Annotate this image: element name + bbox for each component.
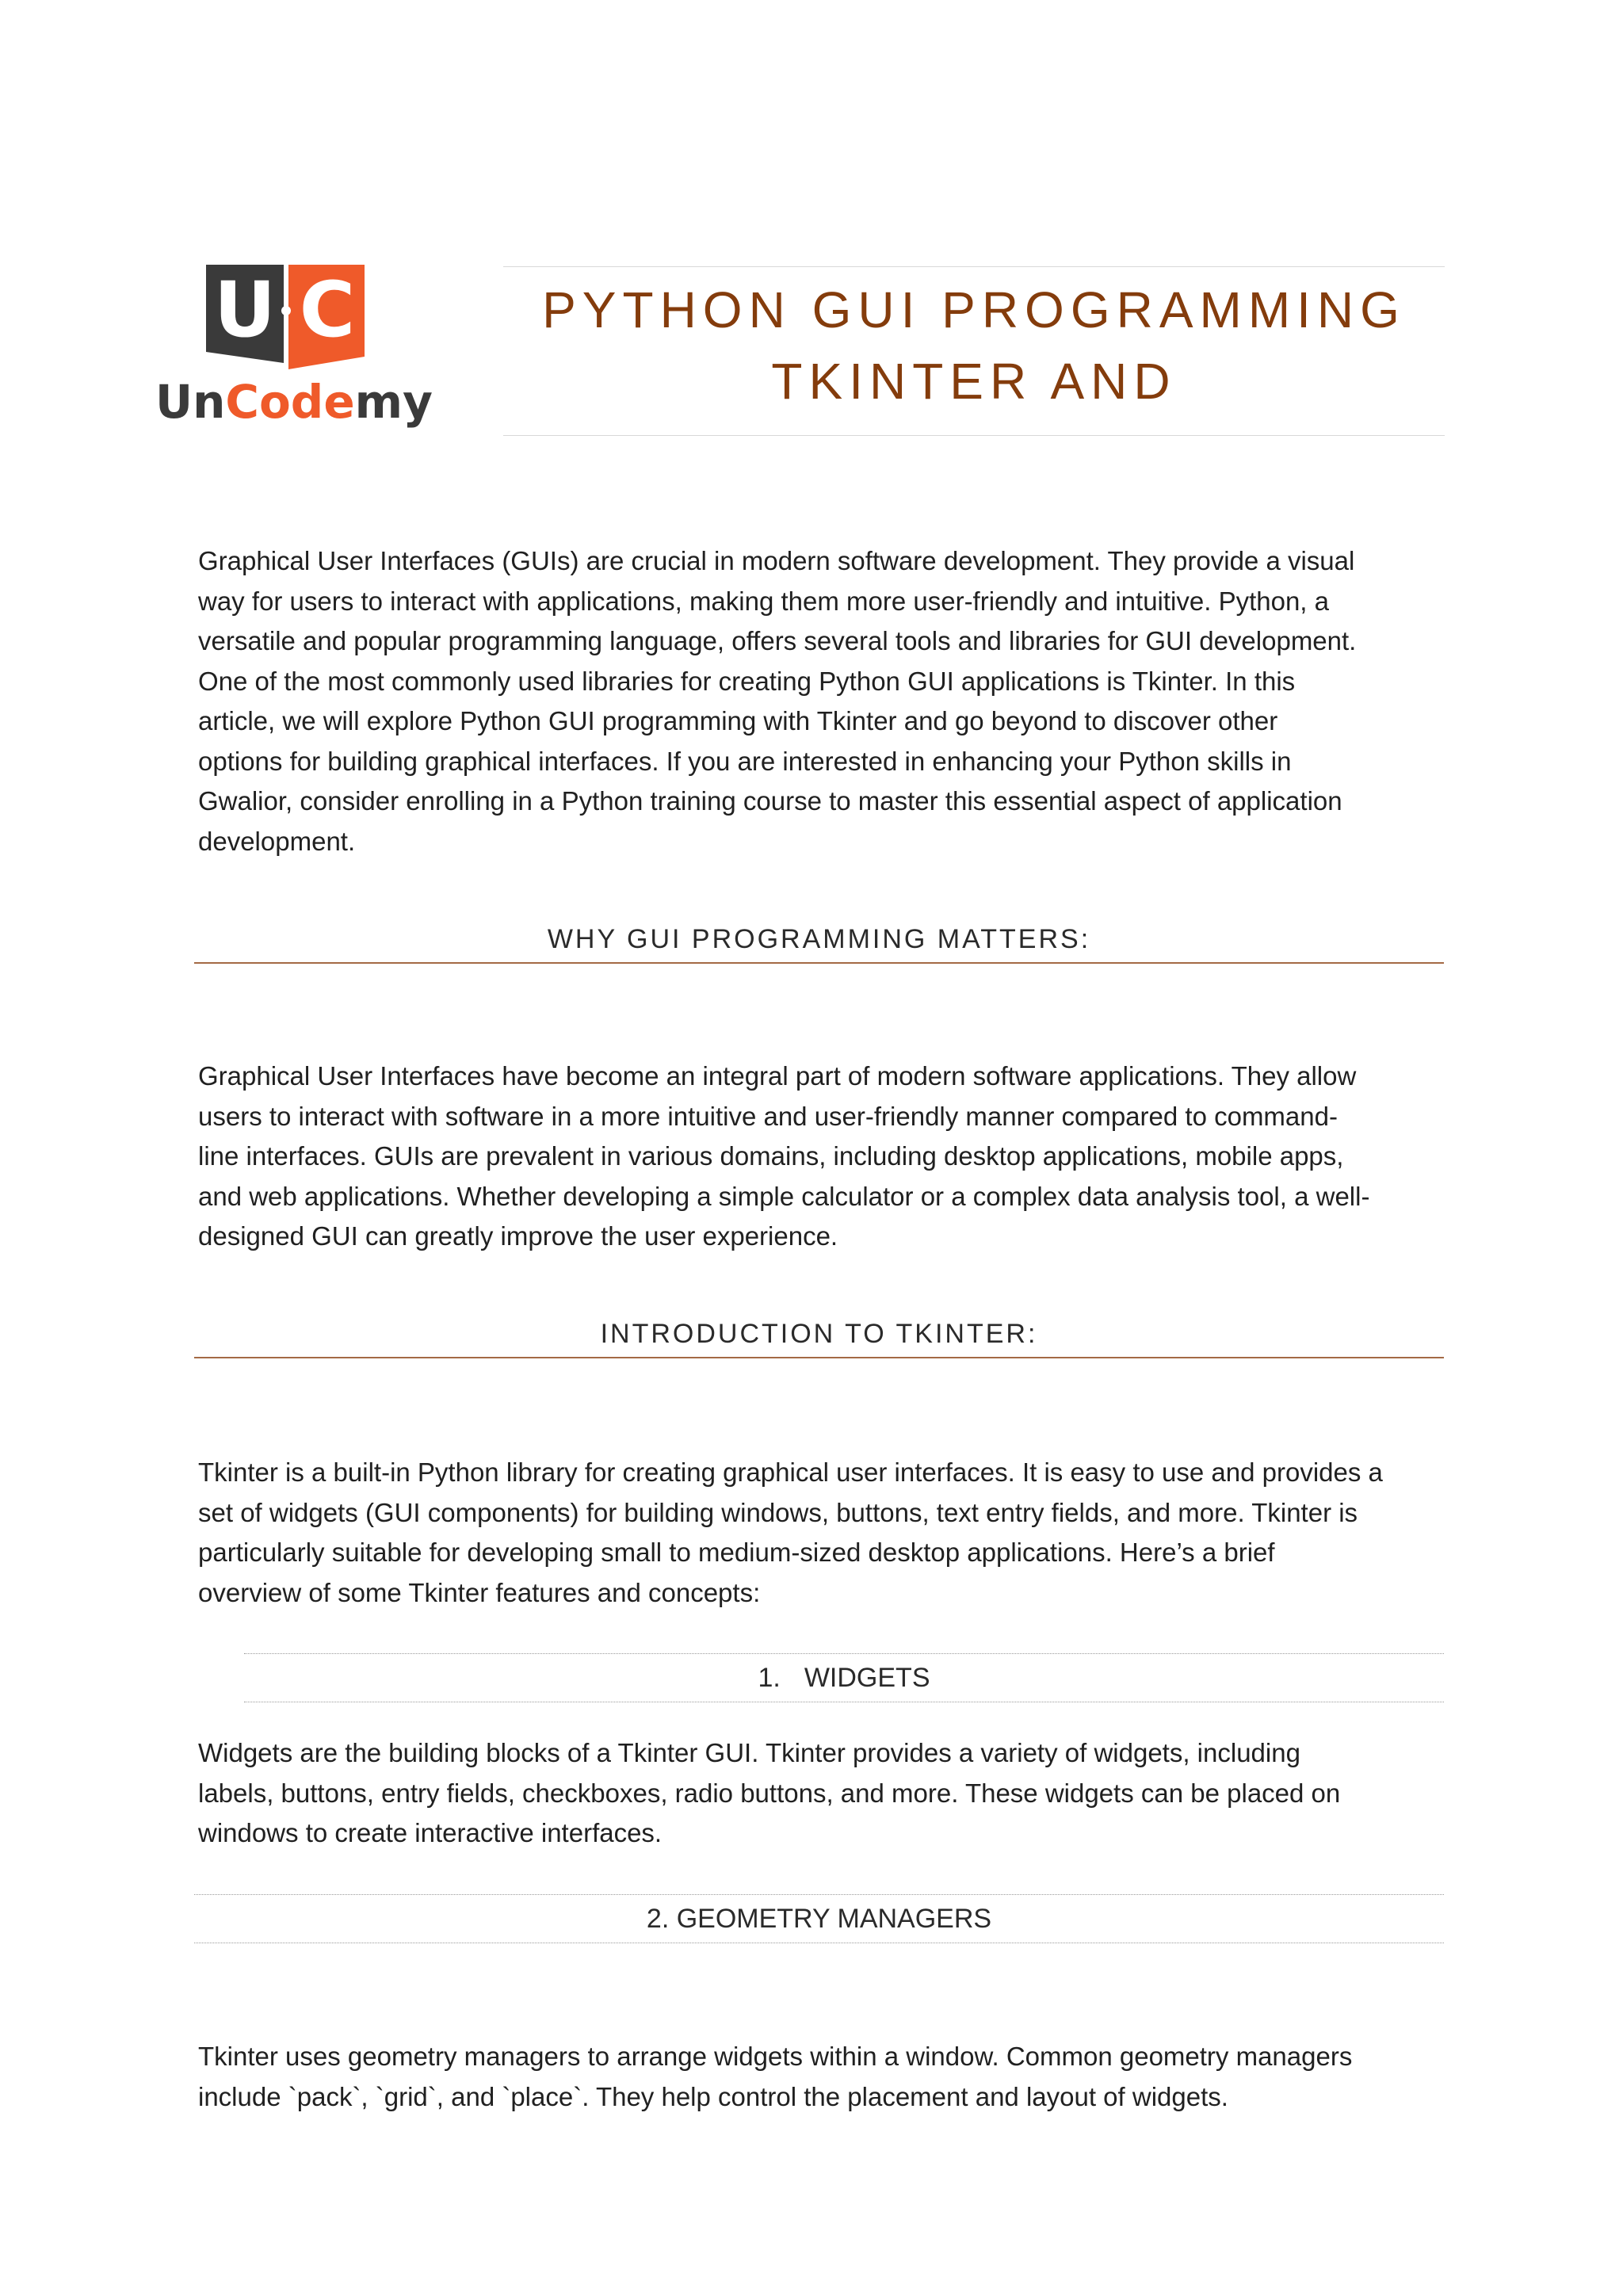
title-line-1: PYTHON GUI PROGRAMMING [542, 281, 1406, 338]
logo-word-un: Un [155, 375, 226, 429]
intro-line: way for users to interact with applications, making them more user-friendly and intuitive. Python, a [198, 586, 1329, 616]
logo-word-code: Code [225, 375, 355, 429]
widgets-line: windows to create interactive interfaces. [198, 1818, 663, 1847]
intro-tkinter-paragraph [198, 1453, 1450, 1613]
intro-line: Graphical User Interfaces (GUIs) are crucial in modern software development. They provide a visual [198, 546, 1355, 575]
logo-wordmark [155, 374, 433, 430]
uc-logo-mark [206, 265, 365, 374]
geometry-line: include `pack`, `grid`, and `place`. They help control the placement and layout of widgets. [198, 2081, 1228, 2111]
intro-tkinter-line: set of widgets (GUI components) for building windows, buttons, text entry fields, and more. Tkinter is [198, 1497, 1358, 1527]
intro-line: One of the most commonly used libraries for creating Python GUI applications is Tkinter. In this [198, 666, 1296, 696]
geometry-line: Tkinter uses geometry managers to arrange widgets within a window. Common geometry managers [198, 2042, 1353, 2071]
why-gui-line: designed GUI can greatly improve the user experience. [198, 1221, 838, 1251]
widgets-line: labels, buttons, entry fields, checkboxes, radio buttons, and more. These widgets can be placed on [198, 1778, 1341, 1808]
intro-line: development. [198, 826, 356, 856]
geometry-paragraph [198, 2037, 1450, 2117]
logo-mark-left-letter: U [214, 266, 276, 354]
section-heading-intro-tkinter: INTRODUCTION TO TKINTER: [194, 1314, 1444, 1358]
intro-line: options for building graphical interfaces. If you are interested in enhancing your Python skills in [198, 746, 1292, 776]
intro-tkinter-line: particularly suitable for developing small to medium-sized desktop applications. Here’s a brief [198, 1538, 1275, 1567]
why-gui-line: and web applications. Whether developing a simple calculator or a complex data analysis tool, a well- [198, 1181, 1370, 1211]
uncodemy-logo [155, 262, 433, 436]
logo-mark-right-letter: C [299, 266, 356, 354]
title-line-2: TKINTER AND [771, 353, 1177, 410]
subheading-geometry-managers: 2. GEOMETRY MANAGERS [194, 1894, 1444, 1943]
subheading-label: WIDGETS [804, 1663, 930, 1693]
logo-word-my: my [354, 375, 433, 429]
widgets-paragraph [198, 1733, 1450, 1854]
subheading-number: 1. [758, 1663, 781, 1693]
why-gui-paragraph [198, 1056, 1450, 1257]
widgets-line: Widgets are the building blocks of a Tkinter GUI. Tkinter provides a variety of widgets, including [198, 1738, 1300, 1767]
why-gui-line: users to interact with software in a more intuitive and user-friendly manner compared to command- [198, 1101, 1338, 1131]
why-gui-line: Graphical User Interfaces have become an integral part of modern software applications. They allow [198, 1061, 1357, 1091]
intro-tkinter-line: Tkinter is a built-in Python library for creating graphical user interfaces. It is easy to use and provides a [198, 1457, 1383, 1487]
intro-line: Gwalior, consider enrolling in a Python training course to master this essential aspect of application [198, 786, 1342, 816]
intro-line: article, we will explore Python GUI programming with Tkinter and go beyond to discover other [198, 706, 1278, 735]
intro-paragraph [198, 541, 1450, 861]
intro-line: versatile and popular programming language, offers several tools and libraries for GUI development. [198, 626, 1357, 655]
intro-tkinter-line: overview of some Tkinter features and concepts: [198, 1577, 761, 1607]
section-heading-why-gui: WHY GUI PROGRAMMING MATTERS: [194, 919, 1444, 964]
subheading-widgets [244, 1653, 1444, 1702]
why-gui-line: line interfaces. GUIs are prevalent in various domains, including desktop applications, mobile apps, [198, 1141, 1344, 1171]
document-title [503, 266, 1445, 436]
